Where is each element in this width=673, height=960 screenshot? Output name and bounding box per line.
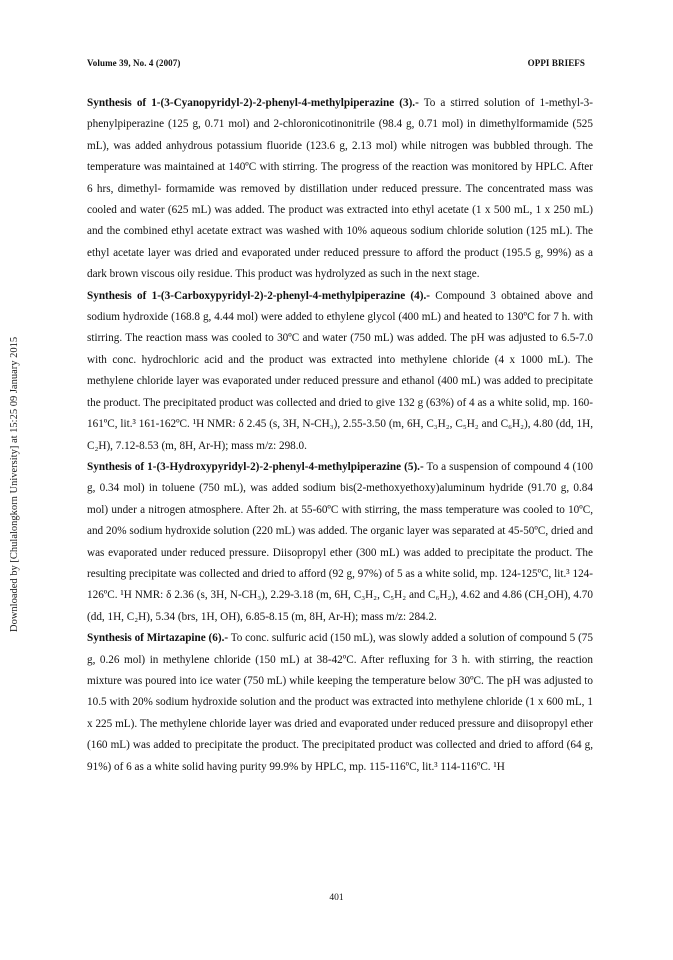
running-header — [87, 58, 585, 72]
paragraph-synthesis-5 — [87, 457, 593, 628]
journal-volume: Volume 39, No. 4 (2007) — [87, 58, 181, 68]
paragraph-title: Synthesis of 1-(3-Cyanopyridyl-2)-2-phenyl-4-methylpiperazine (3).- — [87, 97, 419, 109]
article-body — [87, 93, 593, 778]
paragraph-title: Synthesis of 1-(3-Carboxypyridyl-2)-2-phenyl-4-methylpiperazine (4).- — [87, 289, 430, 302]
page-number: 401 — [329, 893, 344, 903]
paragraph-synthesis-mirtazapine — [87, 628, 593, 778]
paragraph-synthesis-3 — [87, 93, 593, 286]
paragraph-title: Synthesis of Mirtazapine (6).- — [87, 632, 229, 645]
paragraph-title: Synthesis of 1-(3-Hydroxypyridyl-2)-2-phenyl-4-methylpiperazine (5).- — [87, 460, 424, 473]
section-name: OPPI BRIEFS — [527, 58, 585, 68]
paragraph-text: To conc. sulfuric acid (150 mL), was slowly added a solution of compound 5 (75 g, 0.26 mol) in methylene chloride (150 mL) at 38-42ºC. After refluxing for 3 h. with stirring, the reaction mixture was poured into ice water (750 mL) while keeping the temperature below 30ºC. The pH was adjusted to 10.5 with 20% sodium hydroxide solution and the product was extracted into methylene chloride (1 x 600 mL, 1 x 225 mL). The methylene chloride layer was dried and evaporated under reduced pressure and diisopropyl ether (160 mL) was added to precipitate the product. The precipitated product was collected and dried to afford (64 g, 91%) of 6 as a white solid having purity 99.9% by HPLC, mp. 115-116ºC, lit.³ 114-116ºC. ¹H — [87, 632, 593, 773]
download-watermark — [9, 336, 23, 646]
paragraph-synthesis-4 — [87, 286, 593, 457]
download-notice: Downloaded by [Chulalongkorn University] at 15:25 09 January 2015 — [9, 336, 20, 632]
paragraph-text: To a suspension of compound 4 (100 g, 0.34 mol) in toluene (750 mL), was added sodium bis(2-methoxyethoxy)aluminum hydride (91.70 g, 0.84 mol) under a nitrogen atmosphere. After 2h. at 55-60ºC with stirring, the mass temperature was cooled to 10ºC, and 20% sodium hydroxide solution (220 mL) was added. The organic layer was separated at 45-50ºC, dried and was evaporated under reduced pressure. Diisopropyl ether (300 mL) was added to precipitate the product. The resulting precipitate was collected and dried to afford (92 g, 97%) of 5 as a white solid, mp. 124-125ºC, lit.³ 124-126ºC. ¹H NMR: δ 2.36 (s, 3H, N-CH₃), 2.29-3.18 (m, 6H, C₃H₂, C₅H₂ and C₆H₂), 4.62 and 4.86 (CH₂OH), 4.70 (dd, 1H, C₂H), 5.34 (brs, 1H, OH), 6.85-8.15 (m, 8H, Ar-H); mass m/z: 284.2. — [87, 460, 593, 623]
paragraph-text: To a stirred solution of 1-methyl-3-phenylpiperazine (125 g, 0.71 mol) and 2-chloronicotinonitrile (98.4 g, 0.71 mol) in dimethylformamide (525 mL), was added anhydrous potassium fluoride (123.6 g, 2.13 mol) while nitrogen was bubbled through. The temperature was maintained at 140ºC with stirring. The progress of the reaction was monitored by HPLC. After 6 hrs, dimethyl- formamide was removed by distillation under reduced pressure. The concentrated mass was cooled and water (625 mL) was added. The product was extracted into ethyl acetate (1 x 500 mL, 1 x 250 mL) and the combined ethyl acetate extract was washed with 10% aqueous sodium chloride solution (125 mL). The ethyl acetate layer was dried and evaporated under reduced pressure to afford the product (195.5 g, 99%) as a dark brown viscous oily residue. This product was hydrolyzed as such in the next stage. — [87, 97, 593, 281]
paragraph-text: Compound 3 obtained above and sodium hydroxide (168.8 g, 4.44 mol) were added to ethylene glycol (400 mL) and heated to 130ºC for 7 h. with stirring. The reaction mass was cooled to 30ºC and water (750 mL) was added. The pH was adjusted to 6.5-7.0 with conc. hydrochloric acid and the product was extracted into methylene chloride (4 x 1000 mL). The methylene chloride layer was evaporated under reduced pressure and ethanol (400 mL) was added to precipitate the product. The precipitated product was collected and dried to give 132 g (63%) of 4 as a white solid, mp. 160-161ºC, lit.³ 161-162ºC. ¹H NMR: δ 2.45 (s, 3H, N-CH₃), 2.55-3.50 (m, 6H, C₃H₂, C₅H₂ and C₆H₂), 4.80 (dd, 1H, C₂H), 7.12-8.53 (m, 8H, Ar-H); mass m/z: 298.0. — [87, 289, 593, 452]
